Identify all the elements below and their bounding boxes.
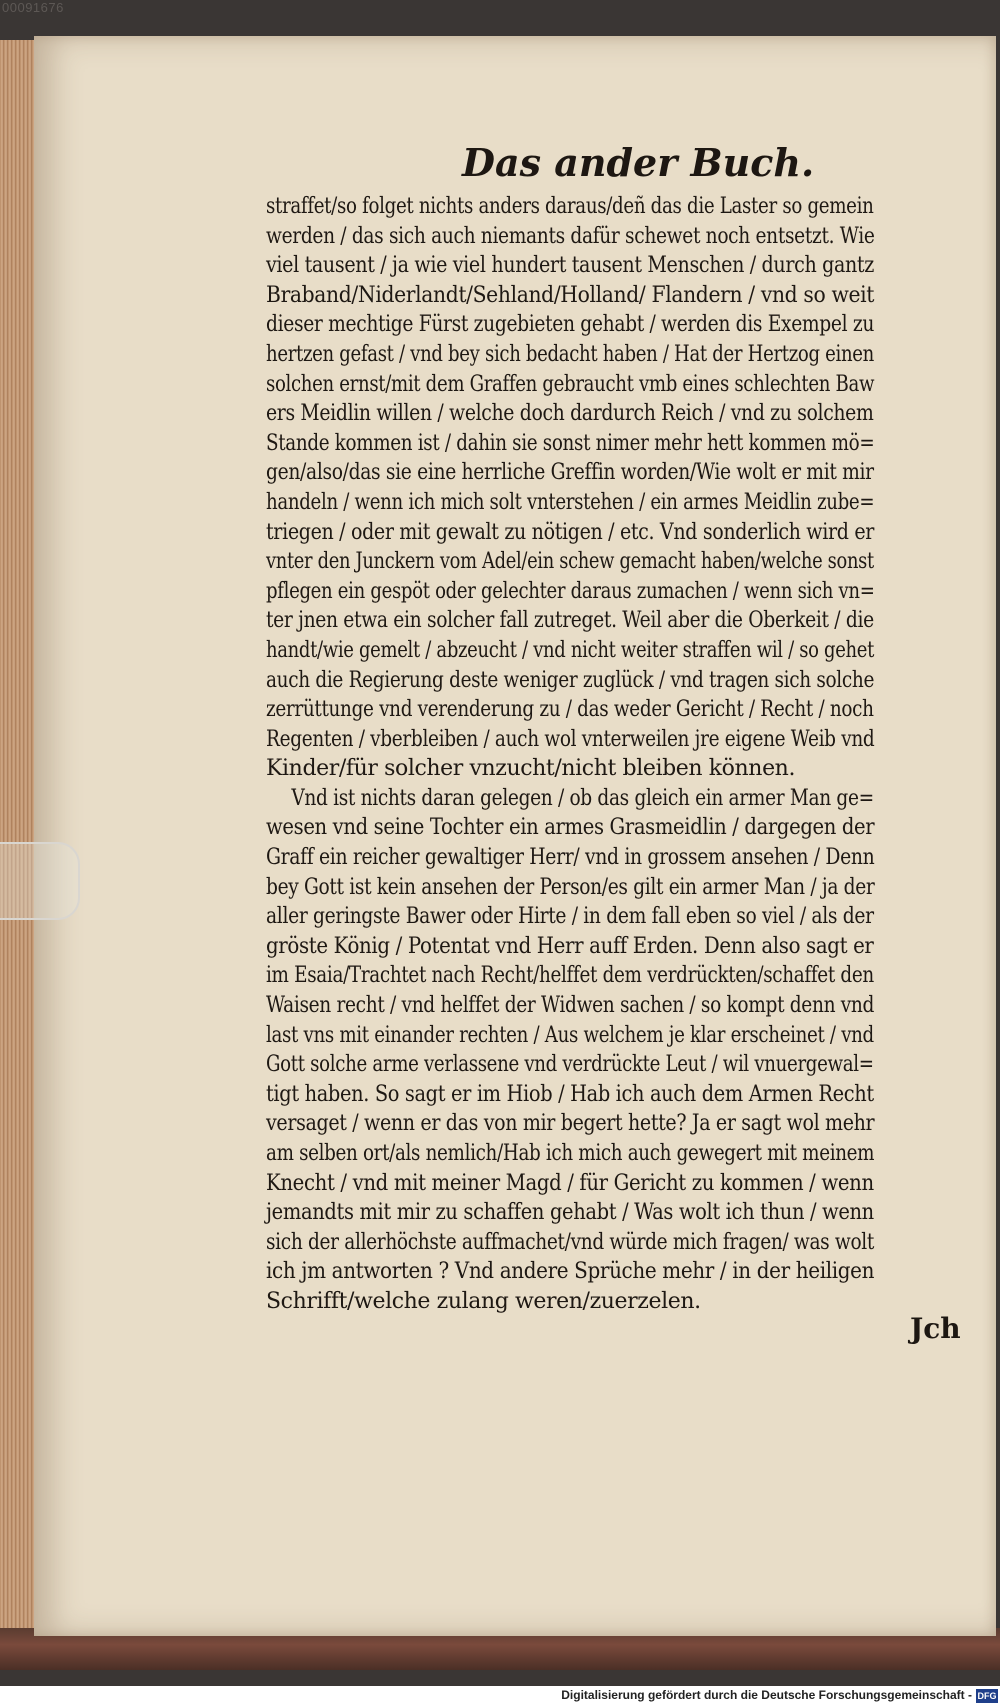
text-line: Regenten / vberbleiben / auch wol vnterweilen jre eigene Weib vnd xyxy=(266,726,875,752)
text-line: wesen vnd seine Tochter ein armes Grasmeidlin / dargegen der xyxy=(266,815,875,841)
text-line: jemandts mit mir zu schaffen gehabt / Was wolt ich thun / wenn xyxy=(266,1200,874,1226)
text-line: Schrifft/welche zulang weren/zuerzelen. xyxy=(266,1288,701,1314)
page-clip xyxy=(0,842,80,920)
text-line: last vns mit einander rechten / Aus welchem je klar erscheinet / vnd xyxy=(266,1022,874,1048)
text-block xyxy=(266,192,960,1317)
catchword: Jch xyxy=(910,1312,961,1345)
text-line: aller geringste Bawer oder Hirte / in dem fall eben so viel / als der xyxy=(266,904,874,930)
running-head: Das ander Buch. xyxy=(462,140,815,185)
text-line: zerrüttunge vnd verenderung zu / das weder Gericht / Recht / noch xyxy=(266,697,874,723)
text-line: dieser mechtige Fürst zugebieten gehabt / werden dis Exempel zu xyxy=(266,312,875,338)
text-line: triegen / oder mit gewalt zu nötigen / etc. Vnd sonderlich wird er xyxy=(266,519,875,545)
scan-identifier: 00091676 xyxy=(2,0,64,15)
text-line: hertzen gefast / vnd bey sich bedacht haben / Hat der Hertzog einen xyxy=(266,341,874,367)
text-line: bey Gott ist kein ansehen der Person/es gilt ein armer Man / ja der xyxy=(266,874,875,900)
text-line: Waisen recht / vnd helffet der Widwen sachen / so kompt denn vnd xyxy=(266,993,875,1019)
text-line: sich der allerhöchste auffmachet/vnd würde mich fragen/ was wolt xyxy=(266,1229,874,1255)
text-line: solchen ernst/mit dem Graffen gebraucht vmb eines schlechten Baw xyxy=(266,371,875,397)
text-line: pflegen ein gespöt oder gelechter daraus zumachen / wenn sich vn= xyxy=(266,578,875,604)
text-line: Knecht / vnd mit meiner Magd / für Gericht zu kommen / wenn xyxy=(266,1170,874,1196)
text-line: im Esaia/Trachtet nach Recht/helffet dem verdrückten/schaffet den xyxy=(266,963,874,989)
text-line: ich jm antworten ? Vnd andere Sprüche mehr / in der heiligen xyxy=(266,1259,875,1285)
text-line: Kinder/für solcher vnzucht/nicht bleiben können. xyxy=(266,756,796,782)
text-line: am selben ort/als nemlich/Hab ich mich auch gewegert mit meinem xyxy=(266,1141,875,1166)
text-line: vnter den Junckern vom Adel/ein schew gemacht haben/welche sonst xyxy=(266,549,874,575)
text-line: auch die Regierung deste weniger zuglück / vnd tragen sich solche xyxy=(266,667,875,693)
dfg-logo-icon: DFG xyxy=(977,1691,997,1701)
text-line: Gott solche arme verlassene vnd verdrückte Leut / wil vnuergewal= xyxy=(266,1052,874,1078)
text-line: werden / das sich auch niemants dafür schewet noch entsetzt. Wie xyxy=(266,223,875,249)
footer-credit: Digitalisierung gefördert durch die Deutsche Forschungsgemeinschaft - xyxy=(561,1688,972,1702)
text-line: handt/wie gemelt / abzeucht / vnd nicht weiter straffen wil / so gehet xyxy=(266,637,875,663)
text-line: Braband/Niderlandt/Sehland/Holland/ Flandern / vnd so weit xyxy=(266,282,875,308)
text-line: viel tausent / ja wie viel hundert tausent Menschen / durch gantz xyxy=(266,253,874,279)
text-line: straffet/so folget nichts anders daraus/deñ das die Laster so gemein xyxy=(266,194,874,219)
text-line: handeln / wenn ich mich solt vnterstehen / ein armes Meidlin zube= xyxy=(266,489,875,515)
text-line: ers Meidlin willen / welche doch dardurch Reich / vnd zu solchem xyxy=(266,401,874,427)
text-line: Graff ein reicher gewaltiger Herr/ vnd in grossem ansehen / Denn xyxy=(266,845,875,871)
text-line: gröste König / Potentat vnd Herr auff Erden. Denn also sagt er xyxy=(266,933,874,959)
text-line: Vnd ist nichts daran gelegen / ob das gleich ein armer Man ge= xyxy=(291,785,874,811)
text-line: Stande kommen ist / dahin sie sonst nimer mehr hett kommen mö= xyxy=(266,430,875,456)
text-line: versaget / wenn er das von mir begert hette? Ja er sagt wol mehr xyxy=(266,1111,875,1137)
text-line: tigt haben. So sagt er im Hiob / Hab ich auch dem Armen Recht xyxy=(266,1081,874,1107)
text-line: gen/also/das sie eine herrliche Greffin worden/Wie wolt er mit mir xyxy=(266,460,874,486)
text-line: ter jnen etwa ein solcher fall zutreget. Weil aber die Oberkeit / die xyxy=(266,608,874,634)
footer-bar xyxy=(0,1686,1000,1708)
book-fore-edge xyxy=(0,40,37,1640)
